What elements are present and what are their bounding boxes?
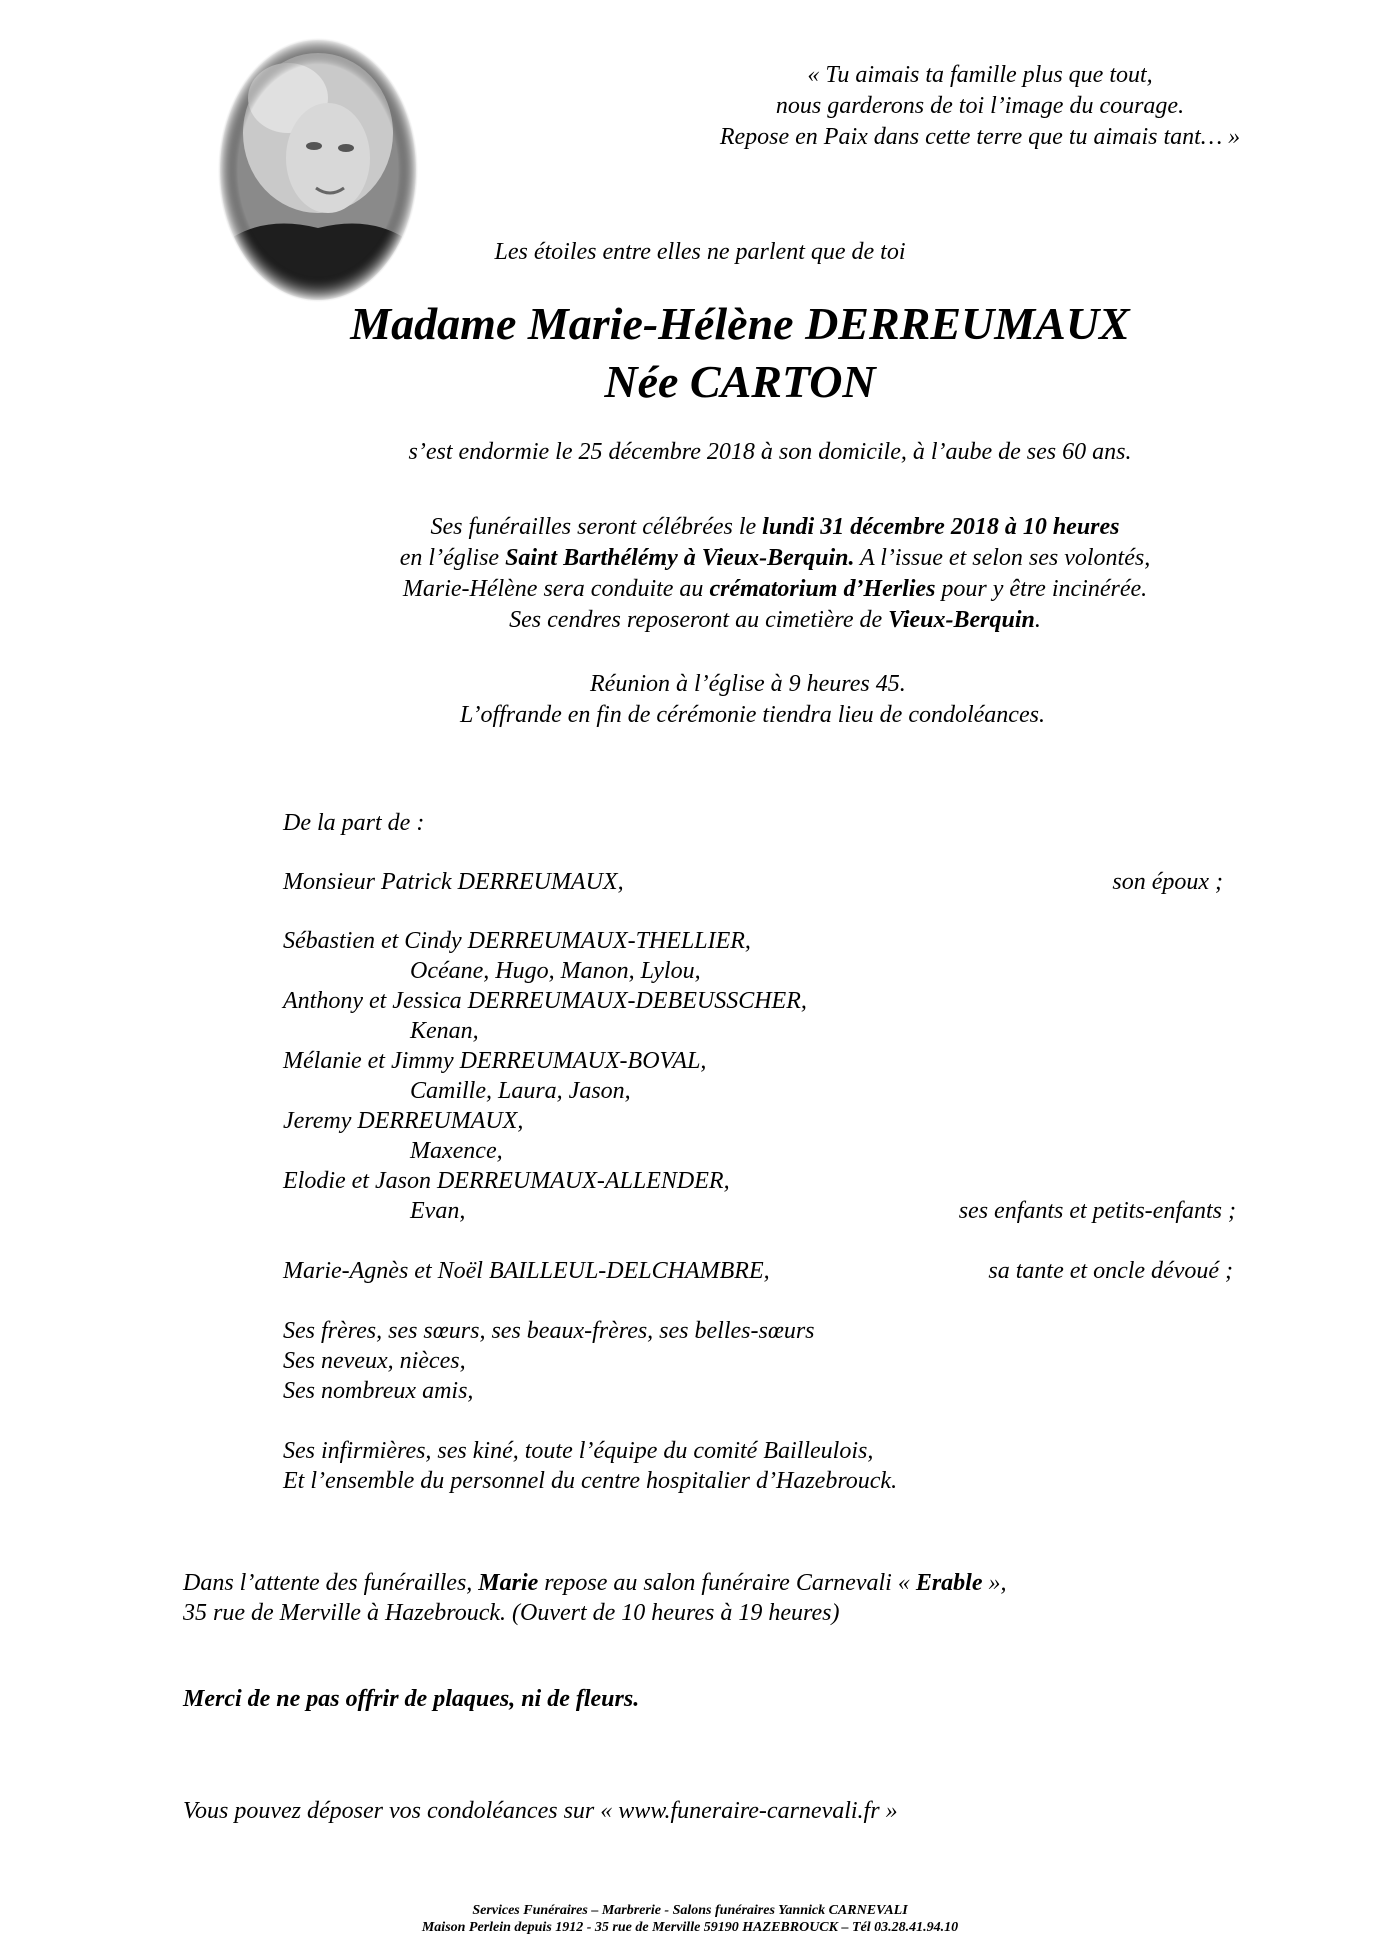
rest-text: Dans l’attente des funérailles,: [183, 1570, 479, 1596]
epitaph-quote: [680, 60, 1280, 153]
family-entry: Ses frères, ses sœurs, ses beaux-frères, ses belles-sœurs: [283, 1318, 815, 1344]
family-entry: Elodie et Jason DERREUMAUX-ALLENDER,: [283, 1168, 730, 1194]
staff-entry: Ses infirmières, ses kiné, toute l’équipe du comité Bailleulois,: [283, 1438, 874, 1464]
staff-entry: Et l’ensemble du personnel du centre hospitalier d’Hazebrouck.: [283, 1468, 898, 1494]
funeral-crematorium: crématorium d’Herlies: [709, 576, 936, 602]
rest-salon: Erable: [915, 1570, 983, 1596]
family-entry: Océane, Hugo, Manon, Lylou,: [410, 958, 701, 984]
aunt-name: Marie-Agnès et Noël BAILLEUL-DELCHAMBRE,: [283, 1258, 770, 1284]
aunt-relation: sa tante et oncle dévoué ;: [988, 1258, 1233, 1284]
portrait-oval: [218, 38, 418, 302]
rest-text: »,: [982, 1570, 1007, 1596]
funeral-church: Saint Barthélémy à Vieux-Berquin.: [505, 545, 855, 571]
children-relation: ses enfants et petits-enfants ;: [958, 1198, 1236, 1224]
funeral-line: [330, 605, 1220, 636]
family-entry: Camille, Laura, Jason,: [410, 1078, 631, 1104]
funeral-line: [330, 574, 1220, 605]
quote-line: « Tu aimais ta famille plus que tout,: [807, 62, 1153, 88]
family-entry: Mélanie et Jimmy DERREUMAUX-BOVAL,: [283, 1048, 707, 1074]
footer-line: Services Funéraires – Marbrerie - Salons funéraires Yannick CARNEVALI: [472, 1903, 908, 1918]
rest-place: [183, 1570, 1007, 1597]
from-label: De la part de :: [283, 810, 425, 836]
funeral-home-footer: [300, 1902, 1080, 1936]
family-entry: Sébastien et Cindy DERREUMAUX-THELLIER,: [283, 928, 751, 954]
no-flowers-notice: Merci de ne pas offrir de plaques, ni de fleurs.: [183, 1686, 640, 1712]
deceased-name: [300, 295, 1180, 411]
funeral-text: Marie-Hélène sera conduite au: [402, 576, 710, 602]
funeral-text: en l’église: [399, 545, 506, 571]
family-entry: Ses nombreux amis,: [283, 1378, 474, 1404]
rest-address: 35 rue de Merville à Hazebrouck. (Ouvert de 10 heures à 19 heures): [183, 1600, 840, 1626]
family-entry: Ses neveux, nièces,: [283, 1348, 466, 1374]
meeting-line: Réunion à l’église à 9 heures 45.: [590, 671, 906, 697]
deceased-maiden-name: Née CARTON: [604, 356, 876, 407]
family-entry: Maxence,: [410, 1138, 503, 1164]
family-entry: Kenan,: [410, 1018, 479, 1044]
funeral-details: [330, 512, 1220, 636]
footer-line: Maison Perlein depuis 1912 - 35 rue de Merville 59190 HAZEBROUCK – Tél 03.28.41.94.10: [421, 1920, 959, 1935]
rest-name: Marie: [478, 1570, 539, 1596]
quote-line: Repose en Paix dans cette terre que tu aimais tant… »: [719, 124, 1241, 150]
death-notice: s’est endormie le 25 décembre 2018 à son domicile, à l’aube de ses 60 ans.: [408, 439, 1132, 465]
spouse-name: Monsieur Patrick DERREUMAUX,: [283, 869, 624, 895]
rest-text: repose au salon funéraire Carnevali «: [538, 1570, 916, 1596]
spouse-relation: son époux ;: [1112, 869, 1223, 895]
funeral-date: lundi 31 décembre 2018 à 10 heures: [762, 514, 1120, 540]
funeral-text: Ses cendres reposeront au cimetière de: [509, 607, 889, 633]
meeting-info: [430, 669, 1230, 731]
funeral-line: [330, 512, 1220, 543]
funeral-text: .: [1034, 607, 1041, 633]
funeral-text: A l’issue et selon ses volontés,: [854, 545, 1151, 571]
family-entry: Evan,: [410, 1198, 466, 1224]
stars-line: Les étoiles entre elles ne parlent que de toi: [494, 239, 906, 265]
funeral-text: Ses funérailles seront célébrées le: [430, 514, 763, 540]
quote-line: nous garderons de toi l’image du courage.: [775, 93, 1185, 119]
funeral-cemetery: Vieux-Berquin: [888, 607, 1035, 633]
meeting-line: L’offrande en fin de cérémonie tiendra lieu de condoléances.: [460, 702, 1045, 728]
funeral-text: pour y être incinérée.: [935, 576, 1148, 602]
family-entry: Jeremy DERREUMAUX,: [283, 1108, 524, 1134]
deceased-full-name: Madame Marie-Hélène DERREUMAUX: [350, 298, 1130, 349]
family-entry: Anthony et Jessica DERREUMAUX-DEBEUSSCHER,: [283, 988, 807, 1014]
funeral-line: [330, 543, 1220, 574]
condolences-notice: Vous pouvez déposer vos condoléances sur « www.funeraire-carnevali.fr »: [183, 1798, 898, 1824]
portrait-photo: [218, 38, 418, 302]
